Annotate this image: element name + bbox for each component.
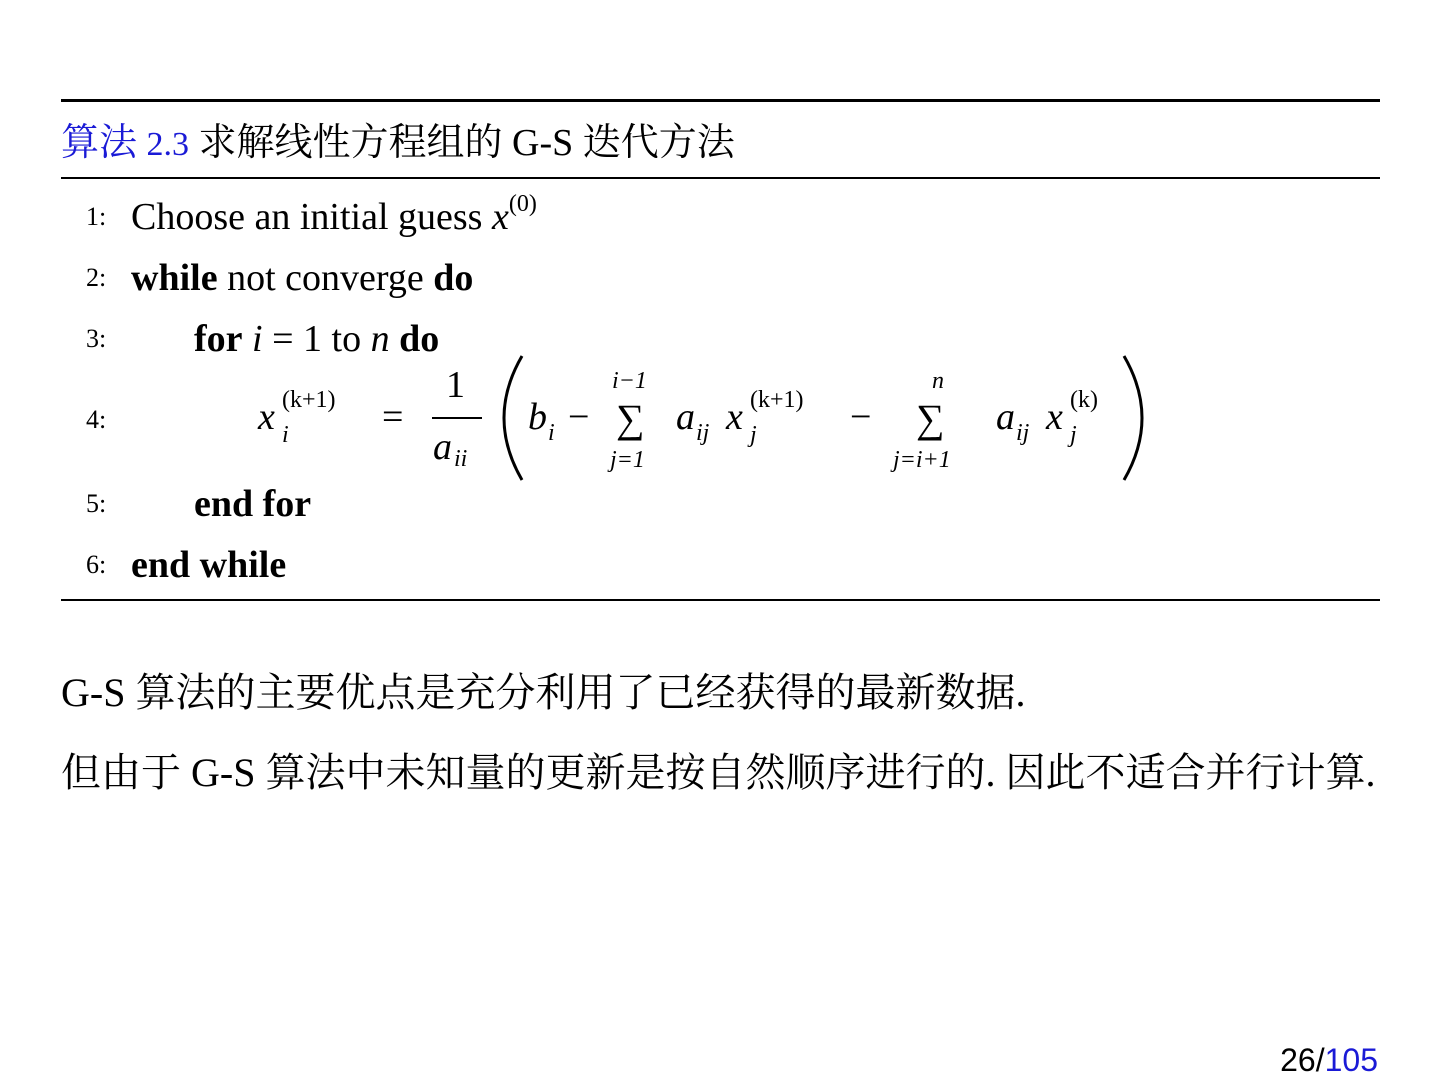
formula-lhs-sub: i <box>282 422 289 448</box>
formula-x2-sup: (k) <box>1070 387 1098 413</box>
page-number <box>1280 1040 1378 1080</box>
line-text: to <box>331 318 362 360</box>
keyword-end-for: end for <box>194 483 312 525</box>
formula-x1: x <box>726 396 743 438</box>
math-var-x: x <box>491 196 509 238</box>
line-content <box>194 479 311 529</box>
line-number: 3: <box>86 324 107 353</box>
line-content <box>131 540 286 590</box>
line-content <box>131 192 537 247</box>
formula-lhs-sup: (k+1) <box>282 387 336 413</box>
line-number: 4: <box>86 405 107 434</box>
algorithm-caption-rule <box>61 177 1380 179</box>
formula-a1-sub: ij <box>696 420 710 446</box>
formula-x1-sup: (k+1) <box>750 387 804 413</box>
formula-a1: a <box>676 396 695 438</box>
page-total-link[interactable]: 105 <box>1324 1042 1378 1078</box>
line-number: 6: <box>86 550 107 579</box>
algorithm-number: 2.3 <box>146 126 190 163</box>
keyword-while: while <box>131 257 218 299</box>
formula-equals: = <box>382 396 404 438</box>
formula-lhs-x: x <box>258 396 275 438</box>
keyword-for: for <box>194 318 243 360</box>
keyword-do: do <box>399 318 440 360</box>
algorithm-caption <box>61 118 735 170</box>
math-var-i: i <box>252 318 263 360</box>
formula-minus-2: − <box>850 396 872 438</box>
sigma-icon: ∑ <box>616 396 645 441</box>
formula-frac-num: 1 <box>446 364 465 406</box>
formula-x2-sub: j <box>1070 422 1077 448</box>
algorithm-bottom-rule <box>61 599 1380 601</box>
line-text: not converge <box>227 257 424 299</box>
formula-frac-den: a <box>433 426 452 468</box>
formula-sum1-lower: j=1 <box>610 447 645 473</box>
right-paren-icon <box>1124 356 1142 480</box>
sigma-icon: ∑ <box>916 396 945 441</box>
formula-minus-1: − <box>568 396 590 438</box>
algorithm-line-5 <box>0 479 1440 529</box>
formula-sum2-upper: n <box>932 368 944 394</box>
page-current: 26/ <box>1280 1042 1325 1078</box>
algorithm-title: 求解线性方程组的 G-S 迭代方法 <box>198 122 735 164</box>
math-superscript: (0) <box>508 191 537 217</box>
formula-x1-sub: j <box>750 422 757 448</box>
algorithm-top-rule <box>61 99 1380 102</box>
formula-b: b <box>528 396 547 438</box>
algorithm-label: 算法 <box>61 122 138 164</box>
line-number: 1: <box>86 202 107 231</box>
formula-frac-den-sub: ii <box>454 446 468 472</box>
line-number: 2: <box>86 263 107 292</box>
keyword-end-while: end while <box>131 544 287 586</box>
algorithm-line-6 <box>0 540 1440 590</box>
algorithm-line-1 <box>0 192 1440 242</box>
formula-a2-sub: ij <box>1016 420 1030 446</box>
line-number: 5: <box>86 489 107 518</box>
line-text: Choose an initial guess <box>131 196 483 238</box>
math-expression: = 1 <box>272 318 323 360</box>
formula-sum1-upper: i−1 <box>612 368 647 394</box>
formula-sum2-lower: j=i+1 <box>893 447 951 473</box>
left-paren-icon <box>504 356 522 480</box>
algorithm-line-2 <box>0 253 1440 303</box>
formula-x2: x <box>1046 396 1063 438</box>
math-var-n: n <box>370 318 390 360</box>
gauss-seidel-formula <box>240 350 1170 490</box>
paragraph-advantage: G-S 算法的主要优点是充分利用了已经获得的最新数据. <box>61 670 1026 715</box>
paragraph-limitation: 但由于 G-S 算法中未知量的更新是按自然顺序进行的. 因此不适合并行计算. <box>61 750 1376 795</box>
formula-b-sub: i <box>548 420 555 446</box>
line-content <box>131 253 473 303</box>
keyword-do: do <box>433 257 474 299</box>
formula-a2: a <box>996 396 1015 438</box>
